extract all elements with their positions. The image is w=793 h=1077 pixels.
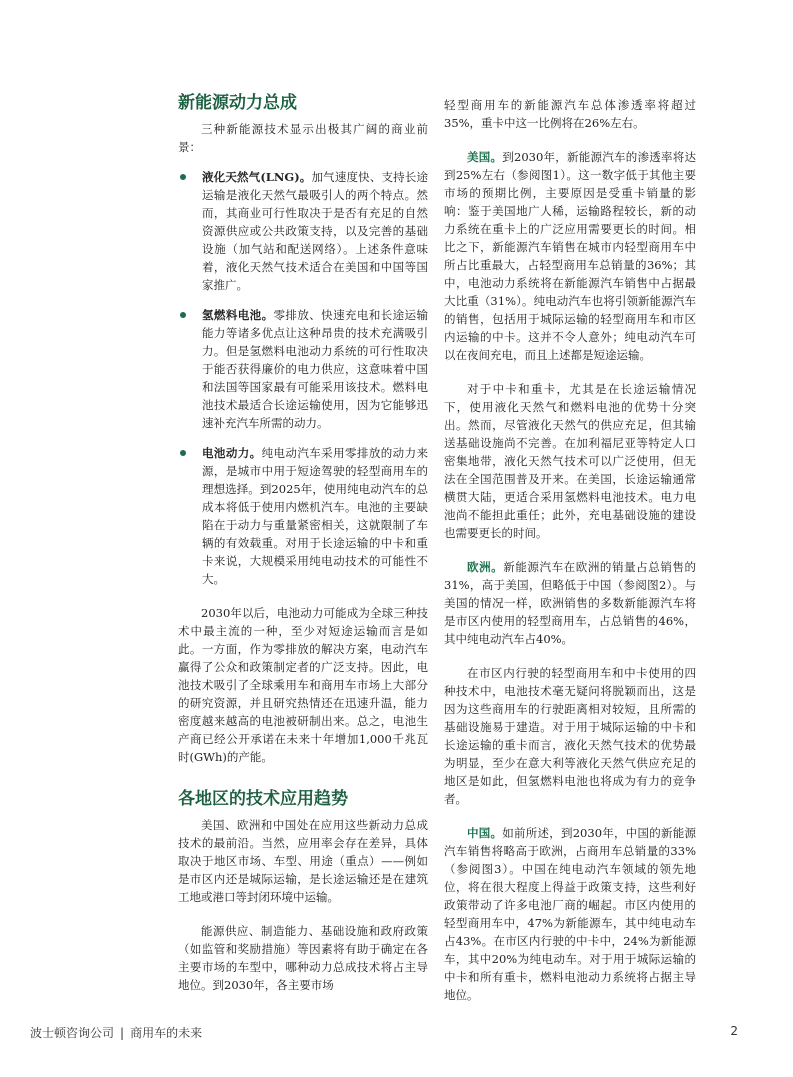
paragraph-china <box>444 824 696 1004</box>
bullet-text: 零排放、快速充电和长途运输能力等诸多优点让这种昂贵的技术充满吸引力。但是氢燃料电池动力系统的可行性取决于能否获得廉价的电力供应，这意味着中国和法国等国家最有可能采用该技术。燃料电池技术最适合长途运输使用，因为它能够迅速补充汽车所需的动力。 <box>202 308 428 430</box>
europe-text: 新能源汽车在欧洲的销量占总销售的31%，高于美国，但略低于中国（参阅图2）。与美国的情况一样，欧洲销售的多数新能源汽车将是市区内使用的轻型商用车，占总销售的46%，其中纯电动汽车占40%。 <box>444 560 696 646</box>
bullet-hydrogen <box>178 306 428 432</box>
left-column <box>178 92 428 994</box>
paragraph-factors: 能源供应、制造能力、基础设施和政府政策（如监管和奖励措施）等因素将有助于确定在各主要市场的车型中，哪种动力总成技术将占主导地位。到2030年，各主要市场 <box>178 924 428 992</box>
intro-paragraph: 三种新能源技术显示出极其广阔的商业前景： <box>178 122 428 154</box>
paragraph-battery-outlook: 2030年以后，电池动力可能成为全球三种技术中最主流的一种，至少对短途运输而言是如此。一方面，作为零排放的解决方案，电动汽车赢得了公众和政策制定者的广泛支持。因此，电池技术吸引了全球乘用车和商用车市场上大部分的研究资源，并且研究热情还在迅速升温，能力密度越来越高的电池被研制出来。总之，电池生产商已经公开承诺在未来十年增加1,000千兆瓦时(GWh)的产能。 <box>178 606 428 764</box>
bullet-title: 电池动力。 <box>202 446 262 460</box>
bullet-battery <box>178 444 428 588</box>
paragraph-us <box>444 148 696 364</box>
paragraph-regional-intro: 美国、欧洲和中国处在应用这些新动力总成技术的最前沿。当然，应用率会存在差异，具体取决于地区市场、车型、用途（重点）——例如是市区内还是城际运输，是长途运输还是在建筑工地或港口等封闭环境中运输。 <box>178 818 428 904</box>
bullet-title: 液化天然气(LNG)。 <box>202 170 312 184</box>
paragraph-europe-technologies: 在市区内行驶的轻型商用车和中卡使用的四种技术中，电池技术毫无疑问将脱颖而出，这是因为这些商用车的行驶距离相对较短，且所需的基础设施易于建造。对于用于城际运输的中卡和长途运输的重卡而言，液化天然气技术的优势最为明显，至少在意大利等液化天然气供应充足的地区是如此，但氢燃料电池也将成为有力的竞争者。 <box>444 666 696 806</box>
footer-title: 商用车的未来 <box>130 1026 203 1040</box>
section-heading-regional: 各地区的技术应用趋势 <box>178 789 348 809</box>
bullet-text: 纯电动汽车采用零排放的动力来源，是城市中用于短途驾驶的轻型商用车的理想选择。到2025年，使用纯电动汽车的总成本将低于使用内燃机汽车。电池的主要缺陷在于动力与重量紧密相关，这就限制了车辆的有效载重。对用于长途运输的中卡和重卡来说，大规模采用纯电动技术的可能性不大。 <box>202 446 429 586</box>
paragraph-continued: 轻型商用车的新能源汽车总体渗透率将超过35%，重卡中这一比例将在26%左右。 <box>444 98 696 130</box>
bullet-dot-icon <box>180 312 186 318</box>
bullet-title: 氢燃料电池。 <box>202 308 274 322</box>
paragraph-trucks: 对于中卡和重卡，尤其是在长途运输情况下，使用液化天然气和燃料电池的优势十分突出。然而，尽管液化天然气的供应充足，但其输送基础设施尚不完善。在加利福尼亚等特定人口密集地带，液化天然气技术可以广泛使用，但无法在全国范围普及开来。在美国，长途运输通常横贯大陆，更适合采用氢燃料电池技术。电力电池尚不能担此重任；此外，充电基础设施的建设也需要更长的时间。 <box>444 382 696 540</box>
footer-separator: | <box>120 1026 125 1040</box>
page-number: 2 <box>730 1024 738 1038</box>
china-text: 如前所述，到2030年，中国的新能源汽车销售将略高于欧洲，占商用车总销量的33%（参阅图3）。中国在纯电动汽车领域的领先地位，将在很大程度上得益于政策支持，这些利好政策带动了许多电池厂商的崛起。市区内使用的轻型商用车中，47%为新能源车，其中纯电动车占43%。在市区内行驶的中卡中，24%为新能源车，其中20%为纯电动车。对于用于城际运输的中卡和所有重卡，燃料电池动力系统将占据主导地位。 <box>444 826 697 1002</box>
china-label: 中国。 <box>467 826 503 840</box>
europe-label: 欧洲。 <box>467 560 504 574</box>
bullet-lng <box>178 168 428 294</box>
right-column <box>444 96 696 1004</box>
bullet-text: 加气速度快、支持长途运输是液化天然气最吸引人的两个特点。然而，其商业可行性取决于是否有充足的自然资源供应或公共政策支持，以及完善的基础设施（加气站和配送网络）。上述条件意味着，液化天然气技术适合在美国和中国等国家推广。 <box>202 170 428 292</box>
us-text: 到2030年，新能源汽车的渗透率将达到25%左右（参阅图1）。这一数字低于其他主要市场的预期比例，主要原因是受重卡销量的影响：鉴于美国地广人稀，运输路程较长，新的动力系统在重卡上的广泛应用需要更长的时间。相比之下，新能源汽车销售在城市内轻型商用车中所占比重最大，占轻型商用车总销量的36%；其中，电池动力系统将在新能源汽车销售中占据最大比重（31%）。纯电动汽车也将引领新能源汽车的销售，包括用于城际运输的轻型商用车和市区内运输的中卡。这并不令人意外；纯电动汽车可以在夜间充电，而且上述都是短途运输。 <box>444 150 697 362</box>
footer <box>30 1024 202 1041</box>
us-label: 美国。 <box>467 150 503 164</box>
footer-company: 波士顿咨询公司 <box>30 1026 115 1040</box>
bullet-dot-icon <box>180 450 186 456</box>
bullet-dot-icon <box>180 174 186 180</box>
paragraph-europe <box>444 558 696 648</box>
section-heading-new-energy: 新能源动力总成 <box>178 93 297 113</box>
